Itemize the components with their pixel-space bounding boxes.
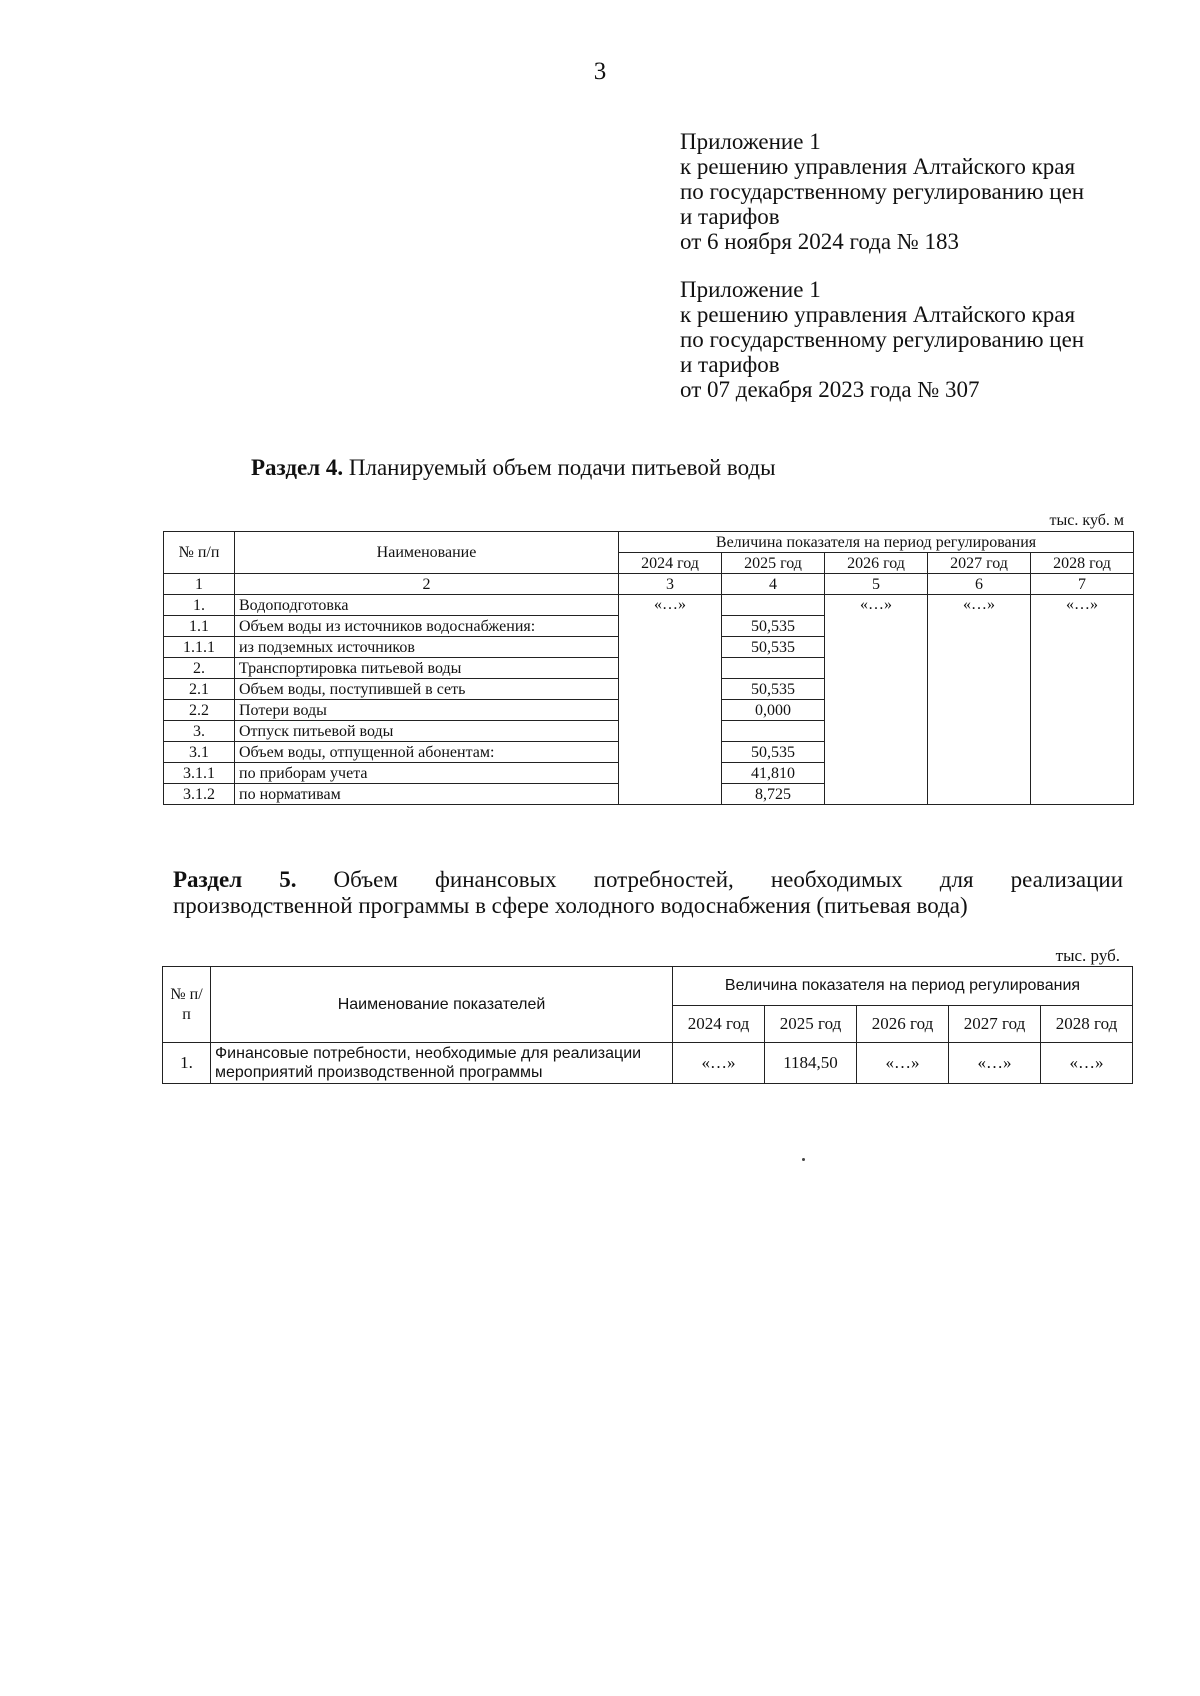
page-number: 3 — [593, 58, 607, 85]
value-2027: «…» — [949, 1043, 1041, 1084]
appendix-line: по государственному регулированию цен — [680, 327, 1085, 352]
row-number: 2.1 — [164, 679, 235, 700]
row-name: Объем воды из источников водоснабжения: — [235, 616, 619, 637]
year-header: 2028 год — [1031, 553, 1134, 574]
appendix-line: к решению управления Алтайского края — [680, 154, 1076, 179]
value-2025: 50,535 — [722, 679, 825, 700]
row-name: Водоподготовка — [235, 595, 619, 616]
section5-label: Раздел 5. — [173, 867, 297, 892]
appendix-line: к решению управления Алтайского края — [680, 302, 1076, 327]
row-name: по приборам учета — [235, 763, 619, 784]
row-number: 1. — [164, 595, 235, 616]
value-2025: 8,725 — [722, 784, 825, 805]
scan-speck — [802, 1158, 805, 1161]
value-2025: 41,810 — [722, 763, 825, 784]
year-header: 2024 год — [619, 553, 722, 574]
appendix-line: Приложение 1 — [680, 277, 821, 302]
year-header: 2025 год — [722, 553, 825, 574]
row-number: 1.1 — [164, 616, 235, 637]
row-number: 1.1.1 — [164, 637, 235, 658]
section5-unit: тыс. руб. — [1055, 946, 1120, 965]
section5-title-line1 — [173, 867, 1123, 893]
row-number: 3.1.1 — [164, 763, 235, 784]
financial-needs-table — [162, 966, 1133, 1084]
value-2027: «…» — [928, 595, 1031, 805]
value-2026: «…» — [825, 595, 928, 805]
section5-title-text: Объем финансовых потребностей, необходимых для реализации — [333, 867, 1123, 892]
row-number: 3.1.2 — [164, 784, 235, 805]
appendix-line: Приложение 1 — [680, 129, 821, 154]
water-volume-table — [163, 531, 1134, 805]
col-header-group: Величина показателя на период регулирования — [619, 532, 1134, 553]
column-number-row — [164, 574, 1134, 595]
col-header-name: Наименование показателей — [211, 967, 673, 1043]
appendix-line: от 07 декабря 2023 года № 307 — [680, 377, 980, 402]
row-number: 2.2 — [164, 700, 235, 721]
appendix-line: по государственному регулированию цен — [680, 179, 1085, 204]
value-2025 — [722, 595, 825, 616]
value-2025: 50,535 — [722, 616, 825, 637]
row-number: 3. — [164, 721, 235, 742]
column-number: 5 — [825, 574, 928, 595]
section5-heading — [173, 867, 1123, 919]
value-2025 — [722, 721, 825, 742]
value-2025: 50,535 — [722, 637, 825, 658]
column-number: 6 — [928, 574, 1031, 595]
col-header-group: Величина показателя на период регулирования — [673, 967, 1133, 1006]
value-2026: «…» — [857, 1043, 949, 1084]
row-name: Отпуск питьевой воды — [235, 721, 619, 742]
col-header-name: Наименование — [235, 532, 619, 574]
row-number: 1. — [163, 1043, 211, 1084]
section4-title: Планируемый объем подачи питьевой воды — [348, 455, 776, 480]
row-name: по нормативам — [235, 784, 619, 805]
value-2025 — [722, 658, 825, 679]
year-header: 2026 год — [825, 553, 928, 574]
year-header: 2027 год — [949, 1006, 1041, 1043]
year-header: 2028 год — [1041, 1006, 1133, 1043]
table-row — [163, 1043, 1133, 1084]
value-2025: 1184,50 — [765, 1043, 857, 1084]
row-number: 2. — [164, 658, 235, 679]
value-2028: «…» — [1041, 1043, 1133, 1084]
section5-title-line2: производственной программы в сфере холодного водоснабжения (питьевая вода) — [173, 893, 968, 918]
year-header: 2024 год — [673, 1006, 765, 1043]
col-header-no: № п/п — [163, 967, 211, 1043]
section4-label: Раздел 4. — [251, 455, 344, 480]
year-header: 2027 год — [928, 553, 1031, 574]
section4-unit: тыс. куб. м — [1049, 512, 1124, 529]
year-header: 2025 год — [765, 1006, 857, 1043]
row-number: 3.1 — [164, 742, 235, 763]
col-header-no: № п/п — [164, 532, 235, 574]
column-number: 7 — [1031, 574, 1134, 595]
appendix-line: и тарифов — [680, 204, 780, 229]
table-row — [164, 595, 1134, 616]
appendix-header-current — [680, 129, 1084, 254]
row-name: Финансовые потребности, необходимые для реализации мероприятий производственной программы — [211, 1043, 673, 1084]
column-number: 2 — [235, 574, 619, 595]
year-header: 2026 год — [857, 1006, 949, 1043]
row-name: Объем воды, поступившей в сеть — [235, 679, 619, 700]
value-2028: «…» — [1031, 595, 1134, 805]
column-number: 4 — [722, 574, 825, 595]
column-number: 3 — [619, 574, 722, 595]
value-2025: 50,535 — [722, 742, 825, 763]
appendix-line: от 6 ноября 2024 года № 183 — [680, 229, 960, 254]
column-number: 1 — [164, 574, 235, 595]
row-name: из подземных источников — [235, 637, 619, 658]
appendix-line: и тарифов — [680, 352, 780, 377]
section4-heading — [251, 455, 776, 481]
row-name: Транспортировка питьевой воды — [235, 658, 619, 679]
row-name: Потери воды — [235, 700, 619, 721]
appendix-header-original — [680, 277, 1084, 402]
value-2024: «…» — [619, 595, 722, 805]
value-2024: «…» — [673, 1043, 765, 1084]
value-2025: 0,000 — [722, 700, 825, 721]
row-name: Объем воды, отпущенной абонентам: — [235, 742, 619, 763]
